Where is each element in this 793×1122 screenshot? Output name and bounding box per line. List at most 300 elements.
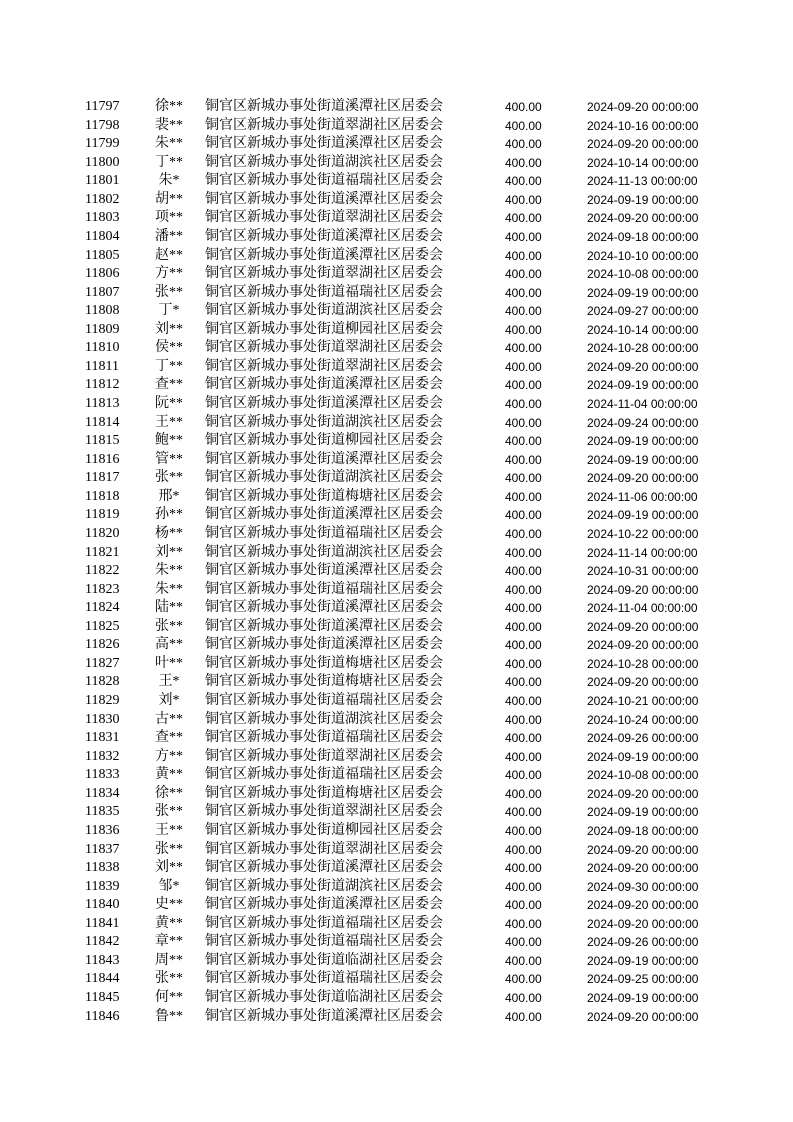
amount-cell: 400.00 [505, 545, 542, 560]
row-id-cell: 11825 [85, 618, 120, 634]
amount-cell: 400.00 [505, 304, 542, 319]
org-cell: 铜官区新城办事处街道福瑞社区居委会 [205, 284, 443, 300]
name-cell: 刘* [158, 693, 180, 708]
amount-cell: 400.00 [505, 898, 542, 913]
org-cell: 铜官区新城办事处街道翠湖社区居委会 [205, 117, 443, 133]
table-row [0, 376, 793, 395]
name-cell: 周** [155, 952, 183, 968]
org-cell: 铜官区新城办事处街道福瑞社区居委会 [205, 767, 443, 783]
datetime-cell: 2024-09-26 00:00:00 [587, 935, 699, 950]
name-cell: 朱** [155, 563, 183, 579]
datetime-cell: 2024-09-19 00:00:00 [587, 192, 699, 207]
datetime-cell: 2024-09-20 00:00:00 [587, 842, 699, 857]
org-cell: 铜官区新城办事处街道柳园社区居委会 [205, 822, 443, 838]
amount-cell: 400.00 [505, 174, 542, 189]
table-row [0, 878, 793, 897]
row-id-cell: 11832 [85, 748, 120, 764]
datetime-cell: 2024-11-13 00:00:00 [587, 174, 698, 189]
name-cell: 侯** [155, 340, 183, 356]
row-id-cell: 11807 [85, 284, 120, 300]
row-id-cell: 11836 [85, 822, 120, 838]
table-row [0, 599, 793, 618]
row-id-cell: 11834 [85, 785, 120, 801]
org-cell: 铜官区新城办事处街道湖滨社区居委会 [205, 414, 443, 430]
table-row [0, 729, 793, 748]
amount-cell: 400.00 [505, 991, 542, 1005]
row-id-cell: 11840 [85, 897, 120, 913]
table-row [0, 321, 793, 340]
table-row [0, 451, 793, 470]
row-id-cell: 11838 [85, 860, 120, 876]
table-row [0, 970, 793, 989]
table-row [0, 544, 793, 563]
org-cell: 铜官区新城办事处街道柳园社区居委会 [205, 433, 443, 449]
row-id-cell: 11845 [85, 990, 120, 1005]
amount-cell: 400.00 [505, 749, 542, 764]
org-cell: 铜官区新城办事处街道湖滨社区居委会 [205, 544, 443, 560]
org-cell: 铜官区新城办事处街道翠湖社区居委会 [205, 804, 443, 820]
org-cell: 铜官区新城办事处街道梅塘社区居委会 [205, 674, 443, 690]
amount-cell: 400.00 [505, 248, 542, 263]
name-cell: 朱* [158, 173, 180, 189]
org-cell: 铜官区新城办事处街道福瑞社区居委会 [205, 525, 443, 541]
row-id-cell: 11816 [85, 451, 120, 467]
amount-cell: 400.00 [505, 768, 542, 783]
amount-cell: 400.00 [505, 731, 542, 746]
org-cell: 铜官区新城办事处街道湖滨社区居委会 [205, 154, 443, 170]
table-row [0, 841, 793, 860]
name-cell: 阮** [155, 396, 183, 411]
name-cell: 史** [155, 897, 183, 913]
name-cell: 邢* [158, 488, 180, 504]
org-cell: 铜官区新城办事处街道梅塘社区居委会 [205, 655, 443, 671]
row-id-cell: 11801 [85, 173, 120, 189]
name-cell: 何** [155, 990, 183, 1005]
table-row [0, 692, 793, 711]
org-cell: 铜官区新城办事处街道溪潭社区居委会 [205, 396, 443, 411]
row-id-cell: 11805 [85, 247, 120, 263]
row-id-cell: 11839 [85, 878, 120, 894]
datetime-cell: 2024-09-20 00:00:00 [587, 898, 699, 913]
table-row [0, 265, 793, 284]
org-cell: 铜官区新城办事处街道翠湖社区居委会 [205, 358, 443, 374]
org-cell: 铜官区新城办事处街道溪潭社区居委会 [205, 897, 443, 913]
amount-cell: 400.00 [505, 267, 542, 282]
org-cell: 铜官区新城办事处街道柳园社区居委会 [205, 321, 443, 337]
table-row [0, 618, 793, 637]
row-id-cell: 11804 [85, 228, 120, 244]
name-cell: 项** [155, 210, 183, 226]
row-id-cell: 11802 [85, 191, 120, 207]
name-cell: 徐** [155, 785, 183, 801]
table-row [0, 581, 793, 600]
name-cell: 张** [155, 618, 183, 634]
table-row [0, 915, 793, 934]
name-cell: 查** [155, 377, 183, 393]
name-cell: 王* [158, 674, 180, 690]
row-id-cell: 11829 [85, 693, 120, 708]
datetime-cell: 2024-09-18 00:00:00 [587, 229, 699, 244]
table-row [0, 172, 793, 191]
row-id-cell: 11806 [85, 266, 120, 282]
table-row [0, 525, 793, 544]
datetime-cell: 2024-10-24 00:00:00 [587, 712, 699, 727]
org-cell: 铜官区新城办事处街道溪潭社区居委会 [205, 637, 443, 653]
row-id-cell: 11817 [85, 470, 120, 486]
table-row [0, 191, 793, 210]
datetime-cell: 2024-09-20 00:00:00 [587, 675, 699, 690]
row-id-cell: 11842 [85, 934, 120, 950]
amount-cell: 400.00 [505, 100, 542, 114]
name-cell: 章** [155, 934, 183, 950]
name-cell: 叶** [155, 655, 183, 671]
org-cell: 铜官区新城办事处街道溪潭社区居委会 [205, 99, 443, 114]
name-cell: 陆** [155, 600, 183, 616]
amount-cell: 400.00 [505, 656, 542, 671]
name-cell: 朱** [155, 136, 183, 152]
amount-cell: 400.00 [505, 619, 542, 634]
name-cell: 胡** [155, 191, 183, 207]
name-cell: 张** [155, 284, 183, 300]
datetime-cell: 2024-09-19 00:00:00 [587, 508, 699, 523]
row-id-cell: 11822 [85, 563, 120, 579]
name-cell: 高** [155, 637, 183, 653]
table-row [0, 469, 793, 488]
table-row [0, 135, 793, 154]
datetime-cell: 2024-10-16 00:00:00 [587, 118, 699, 133]
org-cell: 铜官区新城办事处街道临湖社区居委会 [205, 990, 443, 1005]
datetime-cell: 2024-09-20 00:00:00 [587, 211, 699, 226]
row-id-cell: 11833 [85, 767, 120, 783]
org-cell: 铜官区新城办事处街道溪潭社区居委会 [205, 1008, 443, 1024]
table-row [0, 933, 793, 952]
datetime-cell: 2024-10-21 00:00:00 [587, 694, 699, 708]
datetime-cell: 2024-09-20 00:00:00 [587, 359, 699, 374]
table-row [0, 506, 793, 525]
org-cell: 铜官区新城办事处街道梅塘社区居委会 [205, 488, 443, 504]
name-cell: 张** [155, 804, 183, 820]
datetime-cell: 2024-10-08 00:00:00 [587, 768, 699, 783]
table-row [0, 952, 793, 971]
datetime-cell: 2024-09-27 00:00:00 [587, 304, 699, 319]
table-row [0, 154, 793, 173]
row-id-cell: 11800 [85, 154, 120, 170]
name-cell: 黄** [155, 767, 183, 783]
name-cell: 杨** [155, 525, 183, 541]
name-cell: 孙** [155, 507, 183, 523]
row-id-cell: 11819 [85, 507, 120, 523]
row-id-cell: 11828 [85, 674, 120, 690]
table-row [0, 395, 793, 414]
name-cell: 张** [155, 971, 183, 987]
org-cell: 铜官区新城办事处街道溪潭社区居委会 [205, 600, 443, 616]
name-cell: 古** [155, 711, 183, 727]
table-row [0, 748, 793, 767]
table-row [0, 98, 793, 117]
org-cell: 铜官区新城办事处街道溪潭社区居委会 [205, 191, 443, 207]
row-id-cell: 11812 [85, 377, 120, 393]
org-cell: 铜官区新城办事处街道溪潭社区居委会 [205, 136, 443, 152]
datetime-cell: 2024-09-20 00:00:00 [587, 137, 699, 152]
datetime-cell: 2024-10-14 00:00:00 [587, 322, 699, 337]
amount-cell: 400.00 [505, 211, 542, 226]
org-cell: 铜官区新城办事处街道临湖社区居委会 [205, 952, 443, 968]
row-id-cell: 11818 [85, 488, 120, 504]
row-id-cell: 11830 [85, 711, 120, 727]
org-cell: 铜官区新城办事处街道翠湖社区居委会 [205, 748, 443, 764]
amount-cell: 400.00 [505, 118, 542, 133]
amount-cell: 400.00 [505, 322, 542, 337]
amount-cell: 400.00 [505, 916, 542, 931]
datetime-cell: 2024-09-24 00:00:00 [587, 415, 699, 430]
name-cell: 方** [155, 748, 183, 764]
name-cell: 鲁** [155, 1008, 183, 1024]
name-cell: 朱** [155, 581, 183, 597]
name-cell: 方** [155, 266, 183, 282]
amount-cell: 400.00 [505, 675, 542, 690]
row-id-cell: 11827 [85, 655, 120, 671]
org-cell: 铜官区新城办事处街道溪潭社区居委会 [205, 507, 443, 523]
name-cell: 查** [155, 730, 183, 746]
amount-cell: 400.00 [505, 471, 542, 486]
table-row [0, 711, 793, 730]
amount-cell: 400.00 [505, 1009, 542, 1024]
org-cell: 铜官区新城办事处街道溪潭社区居委会 [205, 247, 443, 263]
amount-cell: 400.00 [505, 415, 542, 430]
row-id-cell: 11803 [85, 210, 120, 226]
name-cell: 刘** [155, 860, 183, 876]
name-cell: 裴** [155, 117, 183, 133]
datetime-cell: 2024-09-19 00:00:00 [587, 378, 699, 393]
amount-cell: 400.00 [505, 137, 542, 152]
org-cell: 铜官区新城办事处街道福瑞社区居委会 [205, 581, 443, 597]
table-row [0, 803, 793, 822]
datetime-cell: 2024-09-19 00:00:00 [587, 285, 699, 300]
table-row [0, 432, 793, 451]
table-row [0, 989, 793, 1008]
amount-cell: 400.00 [505, 508, 542, 523]
org-cell: 铜官区新城办事处街道翠湖社区居委会 [205, 340, 443, 356]
table-row [0, 655, 793, 674]
row-id-cell: 11831 [85, 730, 120, 746]
name-cell: 丁* [158, 303, 180, 319]
row-id-cell: 11814 [85, 414, 120, 430]
amount-cell: 400.00 [505, 434, 542, 449]
row-id-cell: 11809 [85, 321, 120, 337]
datetime-cell: 2024-09-20 00:00:00 [587, 786, 699, 801]
datetime-cell: 2024-09-18 00:00:00 [587, 823, 699, 838]
row-id-cell: 11824 [85, 600, 120, 616]
row-id-cell: 11846 [85, 1008, 120, 1024]
amount-cell: 400.00 [505, 786, 542, 801]
datetime-cell: 2024-09-19 00:00:00 [587, 805, 699, 820]
records-table [0, 98, 793, 1026]
row-id-cell: 11797 [85, 99, 120, 114]
amount-cell: 400.00 [505, 285, 542, 300]
table-row [0, 302, 793, 321]
amount-cell: 400.00 [505, 805, 542, 820]
amount-cell: 400.00 [505, 397, 542, 411]
table-row [0, 896, 793, 915]
datetime-cell: 2024-09-26 00:00:00 [587, 731, 699, 746]
table-row [0, 488, 793, 507]
datetime-cell: 2024-09-20 00:00:00 [587, 100, 699, 114]
datetime-cell: 2024-11-14 00:00:00 [587, 545, 698, 560]
org-cell: 铜官区新城办事处街道溪潭社区居委会 [205, 377, 443, 393]
amount-cell: 400.00 [505, 861, 542, 876]
table-row [0, 414, 793, 433]
datetime-cell: 2024-11-04 00:00:00 [587, 601, 698, 616]
name-cell: 管** [155, 451, 183, 467]
amount-cell: 400.00 [505, 564, 542, 579]
org-cell: 铜官区新城办事处街道福瑞社区居委会 [205, 173, 443, 189]
org-cell: 铜官区新城办事处街道溪潭社区居委会 [205, 228, 443, 244]
row-id-cell: 11815 [85, 433, 120, 449]
datetime-cell: 2024-10-14 00:00:00 [587, 155, 699, 170]
org-cell: 铜官区新城办事处街道湖滨社区居委会 [205, 470, 443, 486]
row-id-cell: 11811 [85, 358, 119, 374]
name-cell: 张** [155, 841, 183, 857]
row-id-cell: 11837 [85, 841, 120, 857]
name-cell: 徐** [155, 99, 183, 114]
amount-cell: 400.00 [505, 359, 542, 374]
datetime-cell: 2024-09-19 00:00:00 [587, 452, 699, 467]
org-cell: 铜官区新城办事处街道溪潭社区居委会 [205, 451, 443, 467]
org-cell: 铜官区新城办事处街道翠湖社区居委会 [205, 266, 443, 282]
row-id-cell: 11826 [85, 637, 120, 653]
amount-cell: 400.00 [505, 694, 542, 708]
amount-cell: 400.00 [505, 638, 542, 653]
datetime-cell: 2024-09-20 00:00:00 [587, 471, 699, 486]
amount-cell: 400.00 [505, 953, 542, 968]
row-id-cell: 11820 [85, 525, 120, 541]
datetime-cell: 2024-09-20 00:00:00 [587, 861, 699, 876]
name-cell: 鲍** [155, 433, 183, 449]
amount-cell: 400.00 [505, 155, 542, 170]
row-id-cell: 11810 [85, 340, 120, 356]
datetime-cell: 2024-09-20 00:00:00 [587, 916, 699, 931]
table-row [0, 636, 793, 655]
amount-cell: 400.00 [505, 489, 542, 504]
datetime-cell: 2024-10-28 00:00:00 [587, 656, 699, 671]
row-id-cell: 11844 [85, 971, 120, 987]
row-id-cell: 11835 [85, 804, 120, 820]
amount-cell: 400.00 [505, 452, 542, 467]
name-cell: 邹* [158, 878, 180, 894]
amount-cell: 400.00 [505, 972, 542, 987]
datetime-cell: 2024-09-20 00:00:00 [587, 638, 699, 653]
org-cell: 铜官区新城办事处街道溪潭社区居委会 [205, 860, 443, 876]
datetime-cell: 2024-10-28 00:00:00 [587, 341, 699, 356]
amount-cell: 400.00 [505, 601, 542, 616]
row-id-cell: 11808 [85, 303, 120, 319]
org-cell: 铜官区新城办事处街道翠湖社区居委会 [205, 210, 443, 226]
org-cell: 铜官区新城办事处街道湖滨社区居委会 [205, 303, 443, 319]
datetime-cell: 2024-10-31 00:00:00 [587, 564, 699, 579]
table-row [0, 228, 793, 247]
datetime-cell: 2024-09-19 00:00:00 [587, 434, 699, 449]
org-cell: 铜官区新城办事处街道溪潭社区居委会 [205, 618, 443, 634]
amount-cell: 400.00 [505, 823, 542, 838]
datetime-cell: 2024-11-06 00:00:00 [587, 489, 698, 504]
name-cell: 刘** [155, 544, 183, 560]
row-id-cell: 11813 [85, 396, 120, 411]
table-row [0, 785, 793, 804]
datetime-cell: 2024-10-10 00:00:00 [587, 248, 699, 263]
datetime-cell: 2024-09-20 00:00:00 [587, 1009, 699, 1024]
org-cell: 铜官区新城办事处街道福瑞社区居委会 [205, 934, 443, 950]
org-cell: 铜官区新城办事处街道梅塘社区居委会 [205, 785, 443, 801]
datetime-cell: 2024-09-30 00:00:00 [587, 879, 699, 894]
name-cell: 潘** [155, 228, 183, 244]
row-id-cell: 11843 [85, 952, 120, 968]
org-cell: 铜官区新城办事处街道溪潭社区居委会 [205, 563, 443, 579]
amount-cell: 400.00 [505, 192, 542, 207]
amount-cell: 400.00 [505, 935, 542, 950]
table-row [0, 1008, 793, 1027]
amount-cell: 400.00 [505, 229, 542, 244]
amount-cell: 400.00 [505, 378, 542, 393]
row-id-cell: 11823 [85, 581, 120, 597]
org-cell: 铜官区新城办事处街道福瑞社区居委会 [205, 693, 443, 708]
row-id-cell: 11821 [85, 544, 120, 560]
amount-cell: 400.00 [505, 526, 542, 541]
table-row [0, 822, 793, 841]
row-id-cell: 11841 [85, 915, 120, 931]
datetime-cell: 2024-09-20 00:00:00 [587, 619, 699, 634]
table-row [0, 117, 793, 136]
table-row [0, 859, 793, 878]
org-cell: 铜官区新城办事处街道湖滨社区居委会 [205, 711, 443, 727]
org-cell: 铜官区新城办事处街道湖滨社区居委会 [205, 878, 443, 894]
table-row [0, 209, 793, 228]
datetime-cell: 2024-09-20 00:00:00 [587, 582, 699, 597]
table-row [0, 562, 793, 581]
table-row [0, 358, 793, 377]
datetime-cell: 2024-09-25 00:00:00 [587, 972, 699, 987]
datetime-cell: 2024-10-08 00:00:00 [587, 267, 699, 282]
row-id-cell: 11798 [85, 117, 120, 133]
org-cell: 铜官区新城办事处街道福瑞社区居委会 [205, 915, 443, 931]
name-cell: 丁** [155, 358, 183, 374]
amount-cell: 400.00 [505, 582, 542, 597]
datetime-cell: 2024-11-04 00:00:00 [587, 397, 698, 411]
table-row [0, 673, 793, 692]
name-cell: 丁** [155, 154, 183, 170]
org-cell: 铜官区新城办事处街道翠湖社区居委会 [205, 841, 443, 857]
name-cell: 赵** [155, 247, 183, 263]
name-cell: 黄** [155, 915, 183, 931]
table-row [0, 284, 793, 303]
name-cell: 刘** [155, 321, 183, 337]
name-cell: 张** [155, 470, 183, 486]
org-cell: 铜官区新城办事处街道福瑞社区居委会 [205, 730, 443, 746]
amount-cell: 400.00 [505, 842, 542, 857]
amount-cell: 400.00 [505, 879, 542, 894]
datetime-cell: 2024-10-22 00:00:00 [587, 526, 699, 541]
datetime-cell: 2024-09-19 00:00:00 [587, 749, 699, 764]
name-cell: 王** [155, 822, 183, 838]
table-row [0, 766, 793, 785]
table-row [0, 339, 793, 358]
amount-cell: 400.00 [505, 712, 542, 727]
amount-cell: 400.00 [505, 341, 542, 356]
row-id-cell: 11799 [85, 136, 120, 152]
org-cell: 铜官区新城办事处街道福瑞社区居委会 [205, 971, 443, 987]
table-row [0, 247, 793, 266]
name-cell: 王** [155, 414, 183, 430]
datetime-cell: 2024-09-19 00:00:00 [587, 953, 699, 968]
